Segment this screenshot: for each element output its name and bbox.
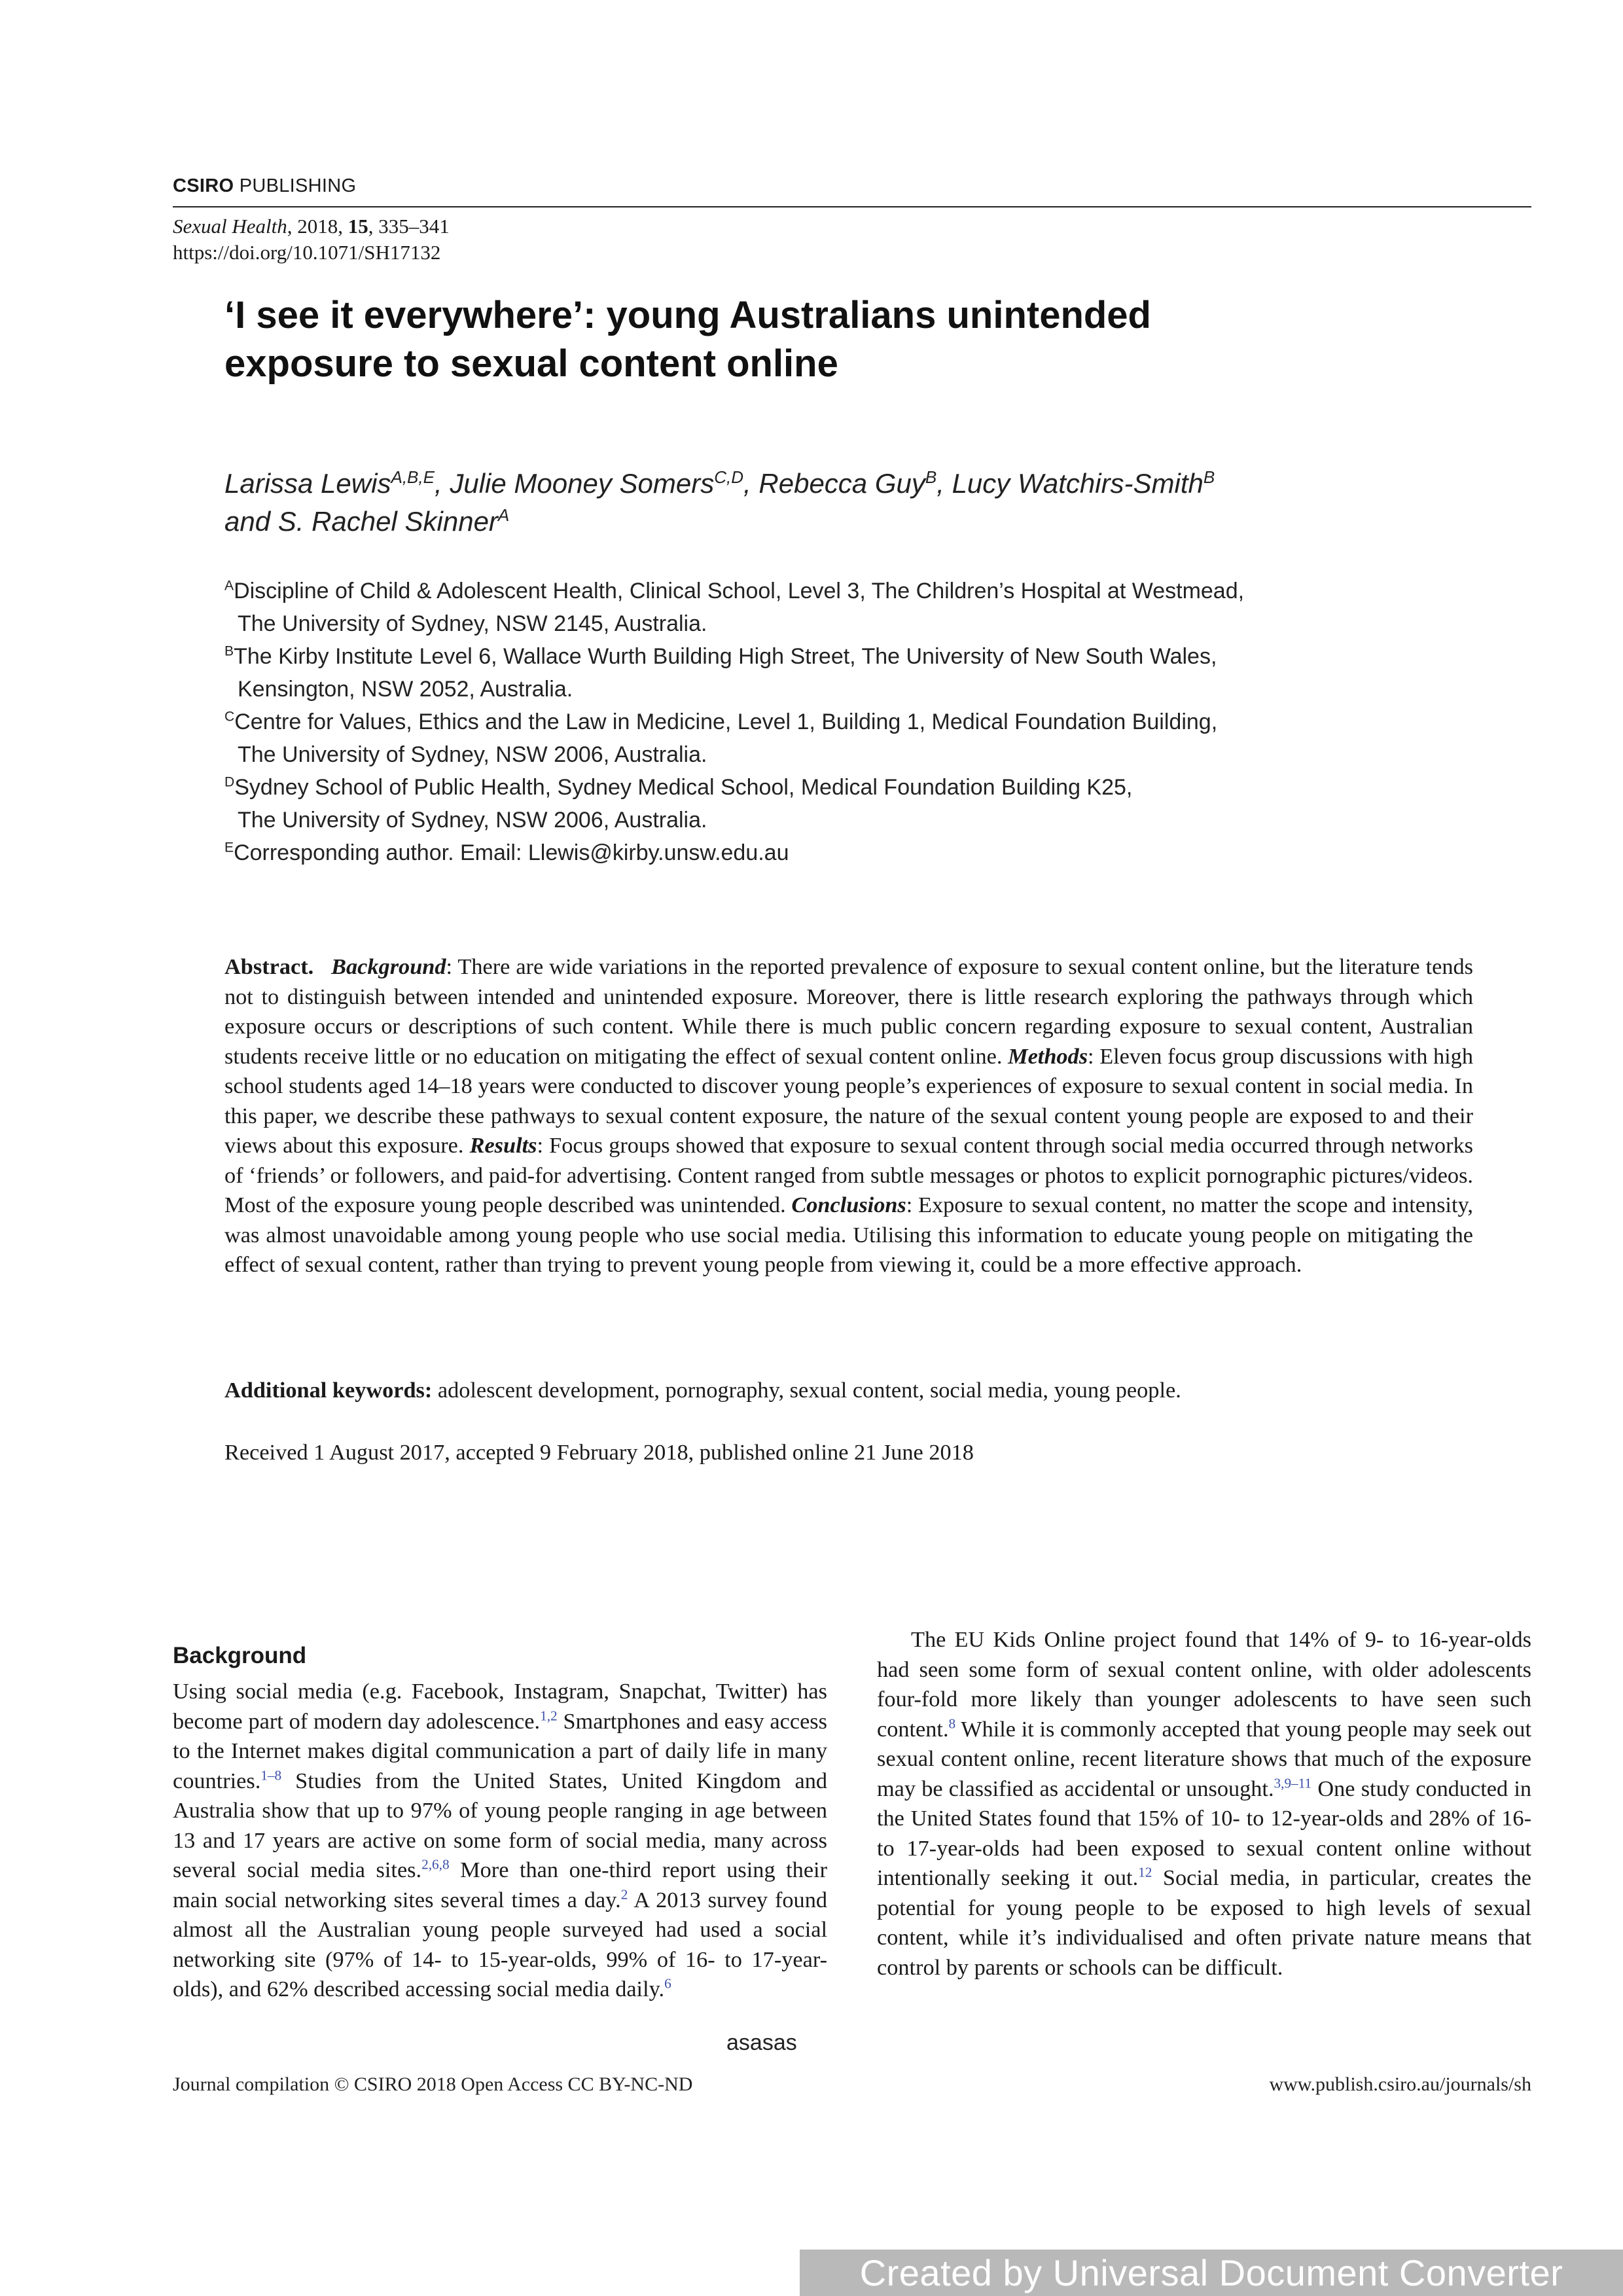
author-list: Larissa Lewis$^{A,B,E}$, Julie Mooney Somers$^{C,D}$, Rebecca Guy$^B$, Lucy Watchirs-Smith$^B$ and S. Rachel Skinner$^A$ bbox=[224, 467, 1215, 537]
affiliation-line: $^B$The Kirby Institute Level 6, Wallace Wurth Building High Street, The University of New South Wales, bbox=[224, 643, 1217, 669]
body-paragraph: Using social media (e.g. Facebook, Instagram, Snapchat, Twitter) has become part of modern day adolescence.$^{1,2}$ Smartphones and easy access to the Internet makes digital communication a part of daily life in many countries.$^{1-8}$ Studies from the United States, United Kingdom and Australia show that up to 97% of young people ranging in age between 13 and 17 years are active on some form of social media, many across several social media sites.$^{2,6,8}$ More than one-third report using their main social networking sites several times a day.$^2$ A 2013 survey found almost all the Australian young people surveyed had used a social networking site (97% of 14- to 15-year-olds, 99% of 16- to 17-year-olds), and 62% described accessing social media daily.$^6$ bbox=[173, 1679, 828, 2001]
received-dates: Received 1 August 2017, accepted 9 February 2018, published online 21 June 2018 bbox=[224, 1440, 974, 1465]
section-heading: Background bbox=[173, 1643, 307, 1668]
citation-ref[interactable]: 1,2 bbox=[540, 1708, 558, 1724]
abstract-methods-label: Methods bbox=[1008, 1043, 1088, 1069]
abstract: Abstract. Background: There are wide variations in the reported prevalence of exposure to sexual content online, but the literature tends not to distinguish between intended and unintended exposure. Moreover, there is little research exploring the pathways through which exposure occurs or descriptions of such content. While there is much public concern regarding exposure to sexual content, Australian students receive little or no education on mitigating the effect of sexual content online. Methods: Eleven focus group discussions with high school students aged 14–18 years were conducted to discover young people’s experiences of exposure to sexual content in social media. In this paper, we describe these pathways to sexual content exposure, the nature of the sexual content young people are exposed to and their views about this exposure. Results: Focus groups showed that exposure to sexual content through social media occurred through networks of ‘friends’ or followers, and paid-for advertising. Content ranged from subtle messages or photos to explicit pornographic pictures/videos. Most of the exposure young people described was unintended. Conclusions: Exposure to sexual content, no matter the scope and intensity, was almost unavoidable among young people who use social media. Utilising this information to educate young people on mitigating the effect of sexual content, rather than trying to prevent young people from viewing it, could be a more effective approach. bbox=[224, 954, 1473, 1277]
affiliation-line: The University of Sydney, NSW 2006, Australia. bbox=[238, 742, 707, 767]
affiliation-line: $^D$Sydney School of Public Health, Sydney Medical School, Medical Foundation Building K25, bbox=[224, 774, 1133, 800]
doi-link[interactable]: https://doi.org/10.1071/SH17132 bbox=[173, 241, 441, 264]
affiliation-line: Kensington, NSW 2052, Australia. bbox=[238, 677, 573, 702]
header-rule bbox=[173, 206, 1531, 207]
abstract-conclusions-label: Conclusions bbox=[791, 1193, 906, 1217]
corresponding-author: $^E$Corresponding author. Email: Llewis@kirby.unsw.edu.au bbox=[224, 840, 789, 865]
stray-text: asasas bbox=[726, 2030, 797, 2055]
author-name: Rebecca Guy bbox=[758, 468, 925, 499]
keywords: Additional keywords: adolescent development, pornography, sexual content, social media, young people. bbox=[224, 1378, 1181, 1403]
body-paragraph: The EU Kids Online project found that 14% of 9- to 16-year-olds had seen some form of sexual content online, with older adolescents four-fold more likely than younger adolescents to have seen such content.$^8$ While it is commonly accepted that young people may seek out sexual content online, recent literature shows that much of the exposure may be classified as accidental or unsought.$^{3,9-11}$ One study conducted in the United States found that 15% of 10- to 12-year-olds and 28% of 16- to 17-year-olds had been exposed to sexual content online without intentionally seeking it out.$^{12}$ Social media, in particular, creates the potential for young people to be exposed to high levels of sexual content, while it’s individualised and often private nature means that control by parents or schools can be difficult. bbox=[877, 1627, 1532, 1980]
author-name: Julie Mooney Somers bbox=[450, 468, 715, 499]
affiliation-line: The University of Sydney, NSW 2006, Australia. bbox=[238, 808, 707, 833]
author-name: Larissa Lewis bbox=[224, 468, 391, 499]
citation-ref[interactable]: 12 bbox=[1138, 1864, 1152, 1880]
citation-ref[interactable]: 3,9–11 bbox=[1274, 1775, 1312, 1791]
affiliation-line: $^C$Centre for Values, Ethics and the Law in Medicine, Level 1, Building 1, Medical Foundation Building, bbox=[224, 709, 1218, 734]
journal-volume: 15 bbox=[348, 215, 368, 238]
author-name: and S. Rachel Skinner bbox=[224, 506, 498, 537]
abstract-results-label: Results bbox=[469, 1133, 537, 1158]
footer-url[interactable]: www.publish.csiro.au/journals/sh bbox=[1269, 2073, 1531, 2095]
citation-ref[interactable]: 8 bbox=[948, 1715, 956, 1732]
article-title: ‘I see it everywhere’: young Australians unintended exposure to sexual content online bbox=[224, 294, 1151, 385]
journal-name: Sexual Health bbox=[173, 215, 287, 238]
author-name: Lucy Watchirs-Smith bbox=[952, 468, 1204, 499]
affiliation-line: The University of Sydney, NSW 2145, Australia. bbox=[238, 611, 707, 636]
keywords-label: Additional keywords: bbox=[224, 1378, 433, 1403]
abstract-label: Abstract. bbox=[224, 954, 314, 979]
citation-ref[interactable]: 6 bbox=[664, 1975, 671, 1992]
footer-license: Journal compilation © CSIRO 2018 Open Access CC BY-NC-ND bbox=[173, 2073, 693, 2095]
journal-citation: Sexual Health, 2018, 15, 335–341 https://doi.org/10.1071/SH17132 bbox=[173, 213, 450, 266]
publisher-name: CSIRO PUBLISHING bbox=[173, 175, 357, 196]
body-column-right bbox=[877, 1625, 1531, 1982]
citation-ref[interactable]: 1–8 bbox=[260, 1767, 282, 1784]
citation-ref[interactable]: 2 bbox=[620, 1886, 628, 1903]
affiliation-line: $^A$Discipline of Child & Adolescent Health, Clinical School, Level 3, The Children’s Hospital at Westmead, bbox=[224, 578, 1245, 603]
abstract-background-label: Background bbox=[331, 954, 446, 979]
affiliations bbox=[224, 575, 1468, 869]
citation-ref[interactable]: 2,6,8 bbox=[421, 1856, 450, 1873]
body-column-left bbox=[173, 1641, 827, 2005]
converter-watermark: Created by Universal Document Converter bbox=[800, 2250, 1623, 2296]
